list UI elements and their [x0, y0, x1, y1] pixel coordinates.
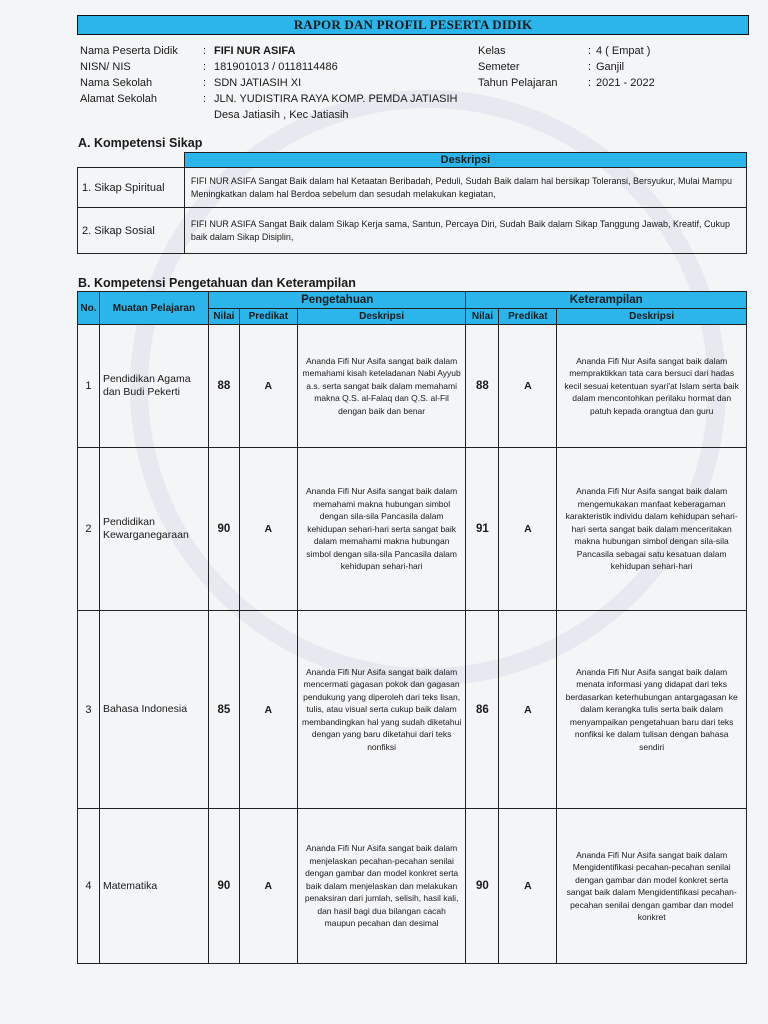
- class-value: 4 ( Empat ): [596, 45, 651, 57]
- row-number: 2: [78, 448, 100, 611]
- year-label: Tahun Pelajaran: [478, 77, 558, 89]
- row-number: 1: [78, 325, 100, 448]
- knowledge-grade: A: [239, 611, 297, 809]
- blank-header-cell: [78, 153, 185, 168]
- skill-desc-header: Deskripsi: [557, 309, 747, 325]
- row-number: 4: [78, 809, 100, 964]
- skill-grade: A: [499, 448, 557, 611]
- colon: :: [588, 45, 592, 57]
- address-line2: Desa Jatiasih , Kec Jatiasih: [214, 109, 349, 121]
- skill-desc: Ananda Fifi Nur Asifa sangat baik dalam menata informasi yang didapat dari teks berdasarkan keterhubungan antargagasan ke dalam kerangka tulis serta baik dalam menyampaikan pengetahuan baru dari teks nonfiksi ke dalam tulisan dengan bahasa sendiri: [557, 611, 747, 809]
- skill-desc: Ananda Fifi Nur Asifa sangat baik dalam mempraktikkan tata cara bersuci dari hadas kecil sesuai ketentuan syari'at Islam serta baik dalam mencontohkan perilaku hormat dan patuh kepada orangtua dan guru: [557, 325, 747, 448]
- colon: :: [588, 77, 592, 89]
- subject-name: Bahasa Indonesia: [99, 611, 208, 809]
- description-header: Deskripsi: [184, 153, 746, 168]
- attitude-desc: FIFI NUR ASIFA Sangat Baik dalam Sikap Kerja sama, Santun, Percaya Diri, Sudah Baik dalam Sikap Tanggung Jawab, Kreatif, Cukup baik dalam Sikap Disiplin,: [184, 208, 746, 254]
- school-value: SDN JATIASIH XI: [214, 77, 302, 89]
- knowledge-grade-header: Predikat: [239, 309, 297, 325]
- name-value: FIFI NUR ASIFA: [214, 45, 296, 57]
- skill-grade: A: [499, 809, 557, 964]
- skill-score: 91: [466, 448, 499, 611]
- skill-score: 86: [466, 611, 499, 809]
- subject-name: Pendidikan Kewarganegaraan: [99, 448, 208, 611]
- subject-name: Matematika: [99, 809, 208, 964]
- colon: :: [588, 61, 592, 73]
- knowledge-desc-header: Deskripsi: [297, 309, 466, 325]
- semester-label: Semeter: [478, 61, 520, 73]
- knowledge-desc: Ananda Fifi Nur Asifa sangat baik dalam memahami kisah keteladanan Nabi Ayyub a.s. serta sangat baik dalam memahami makna Q.S. al-Falaq dan Q.S. al-Fil dengan baik dan benar: [297, 325, 466, 448]
- colon: :: [203, 45, 207, 57]
- table-row: [78, 448, 747, 611]
- knowledge-header: Pengetahuan: [208, 292, 466, 309]
- name-label: Nama Peserta Didik: [80, 45, 178, 57]
- skill-grade: A: [499, 325, 557, 448]
- semester-value: Ganjil: [596, 61, 625, 73]
- colon: :: [203, 61, 207, 73]
- attitude-label: 1. Sikap Spiritual: [78, 168, 185, 208]
- attitude-label: 2. Sikap Sosial: [78, 208, 185, 254]
- section-a-title: A. Kompetensi Sikap: [78, 136, 203, 150]
- school-label: Nama Sekolah: [80, 77, 153, 89]
- address-label: Alamat Sekolah: [80, 93, 158, 105]
- nisn-value: 181901013 / 0118114486: [214, 61, 338, 73]
- colon: :: [203, 93, 207, 105]
- attitude-desc: FIFI NUR ASIFA Sangat Baik dalam hal Ketaatan Beribadah, Peduli, Sudah Baik dalam hal bersikap Toleransi, Bersyukur, Mulai Mampu Meningkatkan dalam hal Berdoa sebelum dan sesudah melakukan kegiatan,: [184, 168, 746, 208]
- knowledge-score: 90: [208, 809, 239, 964]
- row-number: 3: [78, 611, 100, 809]
- knowledge-grade: A: [239, 809, 297, 964]
- competency-table: [77, 291, 747, 964]
- section-b-title: B. Kompetensi Pengetahuan dan Keterampilan: [78, 276, 356, 290]
- table-row: [78, 611, 747, 809]
- knowledge-grade: A: [239, 325, 297, 448]
- year-value: 2021 - 2022: [596, 77, 655, 89]
- skill-grade: A: [499, 611, 557, 809]
- subject-header: Muatan Pelajaran: [99, 292, 208, 325]
- table-row: [78, 168, 747, 208]
- skill-desc: Ananda Fifi Nur Asifa sangat baik dalam Mengidentifikasi pecahan-pecahan senilai dengan gambar dan model konkret serta sangat baik dalam Mengidentifikasi pecahan-pecahan senilai dengan gambar dan model konkret: [557, 809, 747, 964]
- knowledge-score-header: Nilai: [208, 309, 239, 325]
- table-row: [78, 325, 747, 448]
- knowledge-score: 90: [208, 448, 239, 611]
- skill-score: 90: [466, 809, 499, 964]
- skill-grade-header: Predikat: [499, 309, 557, 325]
- table-row: [78, 809, 747, 964]
- attitude-table: [77, 152, 747, 254]
- address-value: JLN. YUDISTIRA RAYA KOMP. PEMDA JATIASIH: [214, 93, 458, 105]
- report-title: RAPOR DAN PROFIL PESERTA DIDIK: [77, 15, 749, 35]
- knowledge-desc: Ananda Fifi Nur Asifa sangat baik dalam mencermati gagasan pokok dan gagasan pendukung yang diperoleh dari teks lisan, tulis, atau visual serta cukup baik dalam membandingkan hal yang sudah diketahui dengan yang baru diketahui dari teks nonfiksi: [297, 611, 466, 809]
- knowledge-score: 85: [208, 611, 239, 809]
- knowledge-grade: A: [239, 448, 297, 611]
- skill-header: Keterampilan: [466, 292, 747, 309]
- knowledge-desc: Ananda Fifi Nur Asifa sangat baik dalam menjelaskan pecahan-pecahan senilai dengan gambar dan model konkret serta baik dalam menjelaskan dan melakukan penaksiran dari jumlah, selisih, hasil kali, dan hasil bagi dua bilangan cacah maupun pecahan dan desimal: [297, 809, 466, 964]
- skill-desc: Ananda Fifi Nur Asifa sangat baik dalam mengemukakan manfaat keberagaman karakteristik individu dalam kehidupan sehari-hari serta sangat baik dalam menceritakan makna hubungan simbol dengan sila-sila Pancasila sebagai satu kesatuan dalam kehidupan sehari-hari: [557, 448, 747, 611]
- nisn-label: NISN/ NIS: [80, 61, 131, 73]
- no-header: No.: [78, 292, 100, 325]
- knowledge-score: 88: [208, 325, 239, 448]
- subject-name: Pendidikan Agama dan Budi Pekerti: [99, 325, 208, 448]
- class-label: Kelas: [478, 45, 506, 57]
- skill-score: 88: [466, 325, 499, 448]
- table-row: [78, 208, 747, 254]
- knowledge-desc: Ananda Fifi Nur Asifa sangat baik dalam memahami makna hubungan simbol dengan sila-sila Pancasila dalam kehidupan sehari-hari serta sangat baik dalam memahami makna hubungan simbol dengan sila-sila Pancasila dalam kehidupan sehari-hari: [297, 448, 466, 611]
- skill-score-header: Nilai: [466, 309, 499, 325]
- colon: :: [203, 77, 207, 89]
